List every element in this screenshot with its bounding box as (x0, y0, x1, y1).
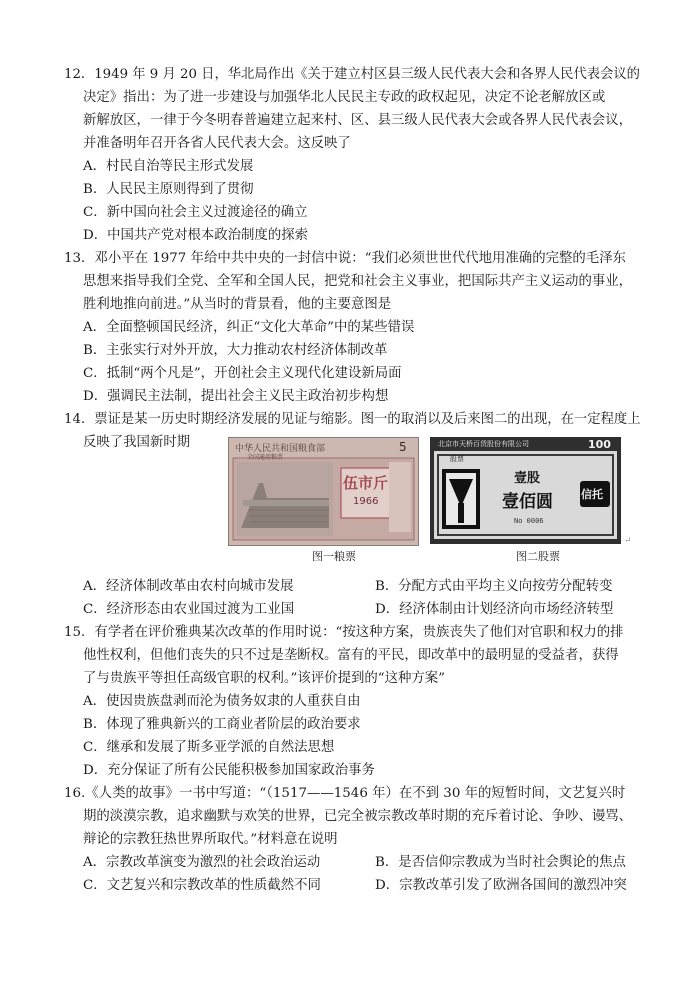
q13-option-d: D．强调民主法制，提出社会主义民主政治初步构想 (83, 389, 389, 404)
q14-line-2: 反映了我国新时期 (83, 435, 191, 450)
q16-line-3: 辩论的宗教狂热世界所取代。”材料意在说明 (83, 832, 338, 847)
q16-line-2: 期的淡漠宗教，追求幽默与欢笑的世界，已完全被宗教改革时期的充斥着讨论、争吵、谩骂、 (83, 809, 633, 824)
q15-line-2: 他性权利，但他们丧失的只不过是垄断权。富有的平民，即改革中的最明显的受益者，获得 (83, 648, 619, 663)
ration-coupon-amount: 伍市斤 (343, 474, 389, 492)
stock-amount: 100 (588, 438, 611, 451)
ration-coupon-header: 中华人民共和国粮食部 (235, 444, 326, 454)
q13-line-1: 13．邓小平在 1977 年给中共中央的一封信中说：“我们必须世世代代地用准确的完整的毛泽东 (64, 251, 626, 266)
q15-option-a: A．使因贵族盘剥而沦为债务奴隶的人重获自由 (83, 694, 361, 709)
q14-option-d: D．经济体制由计划经济向市场经济转型 (375, 602, 614, 617)
q15-option-b: B．体现了雅典新兴的工商业者阶层的政治要求 (83, 717, 361, 732)
ration-coupon-year: 1966 (353, 496, 379, 507)
q15-option-d: D．充分保证了所有公民能积极参加国家政治事务 (83, 763, 375, 778)
stock-stamp: 信托 (581, 488, 603, 501)
stock-header: 北京市天桥百货股份有限公司 (438, 440, 529, 448)
q15-line-3: 了与贵族平等担任高级官职的权利。”该评价提到的“这种方案” (83, 671, 445, 686)
q12-option-d: D．中国共产党对根本政治制度的探索 (83, 228, 308, 243)
q12-line-2: 决定》指出：为了进一步建设与加强华北人民民主专政的政权起见，决定不论老解放区或 (83, 90, 606, 105)
q13-line-2: 思想来指导我们全党、全军和全国人民，把党和社会主义事业，把国际共产主义运动的事业， (83, 274, 633, 289)
q16-option-c: C．文艺复兴和宗教改革的性质截然不同 (83, 878, 321, 893)
q13-line-3: 胜利地推向前进。”从当时的背景看，他的主要意图是 (83, 297, 392, 312)
q14-option-b: B．分配方式由平均主义向按劳分配转变 (375, 579, 613, 594)
stock-sub: 股票 (450, 455, 464, 463)
stock-share-label: 壹股 (514, 471, 541, 486)
q12-line-4: 并准备明年召开各省人民代表大会。这反映了 (83, 136, 351, 151)
q12-option-c: C．新中国向社会主义过渡途径的确立 (83, 205, 308, 220)
figure-2-stock-certificate (430, 437, 621, 544)
q14-line-1: 14．票证是某一历史时期经济发展的见证与缩影。图一的取消以及后来图二的出现，在一定程度上 (64, 412, 641, 427)
q15-option-c: C．继承和发展了斯多亚学派的自然法思想 (83, 740, 335, 755)
figure-1-ration-coupon (228, 437, 419, 546)
return-mark-icon: ↵ (624, 536, 632, 546)
q15-line-1: 15．有学者在评价雅典某次改革的作用时说：“按这种方案，贵族丧失了他们对官职和权力的排 (64, 625, 624, 640)
ration-coupon-sub: 全国通用粮票 (247, 454, 284, 461)
q16-option-d: D．宗教改革引发了欧洲各国间的激烈冲突 (375, 878, 627, 893)
q12-line-3: 新解放区，一律于今冬明春普遍建立起来村、区、县三级人民代表大会或各界人民代表会议， (83, 113, 633, 128)
q13-option-b: B．主张实行对外开放，大力推动农村经济体制改革 (83, 343, 388, 358)
q16-option-a: A．宗教改革演变为激烈的社会政治运动 (83, 855, 321, 870)
q16-option-b: B．是否信仰宗教成为当时社会舆论的焦点 (375, 855, 626, 870)
stock-share-value: 壹佰圆 (502, 492, 553, 512)
q14-option-c: C．经济形态由农业国过渡为工业国 (83, 602, 295, 617)
figure-2-caption: 图二股票 (516, 550, 560, 563)
q14-option-a: A．经济体制改革由农村向城市发展 (83, 579, 294, 594)
figure-1-caption: 图一粮票 (312, 550, 356, 563)
q13-option-a: A．全面整顿国民经济，纠正“文化大革命”中的某些错误 (83, 320, 415, 335)
ration-coupon-digit: 5 (399, 440, 407, 454)
q12-line-1: 12．1949 年 9 月 20 日，华北局作出《关于建立村区县三级人民代表大会和各界人民代表会议的 (64, 67, 640, 82)
q13-option-c: C．抵制“两个凡是”，开创社会主义现代化建设新局面 (83, 366, 402, 381)
q12-option-b: B．人民民主原则得到了贯彻 (83, 182, 254, 197)
stock-serial: No 0006 (514, 517, 544, 525)
q12-option-a: A．村民自治等民主形式发展 (83, 159, 254, 174)
q16-line-1: 16.《人类的故事》一书中写道：“（1517——1546 年）在不到 30 年的短暂时间，文艺复兴时 (64, 786, 626, 801)
